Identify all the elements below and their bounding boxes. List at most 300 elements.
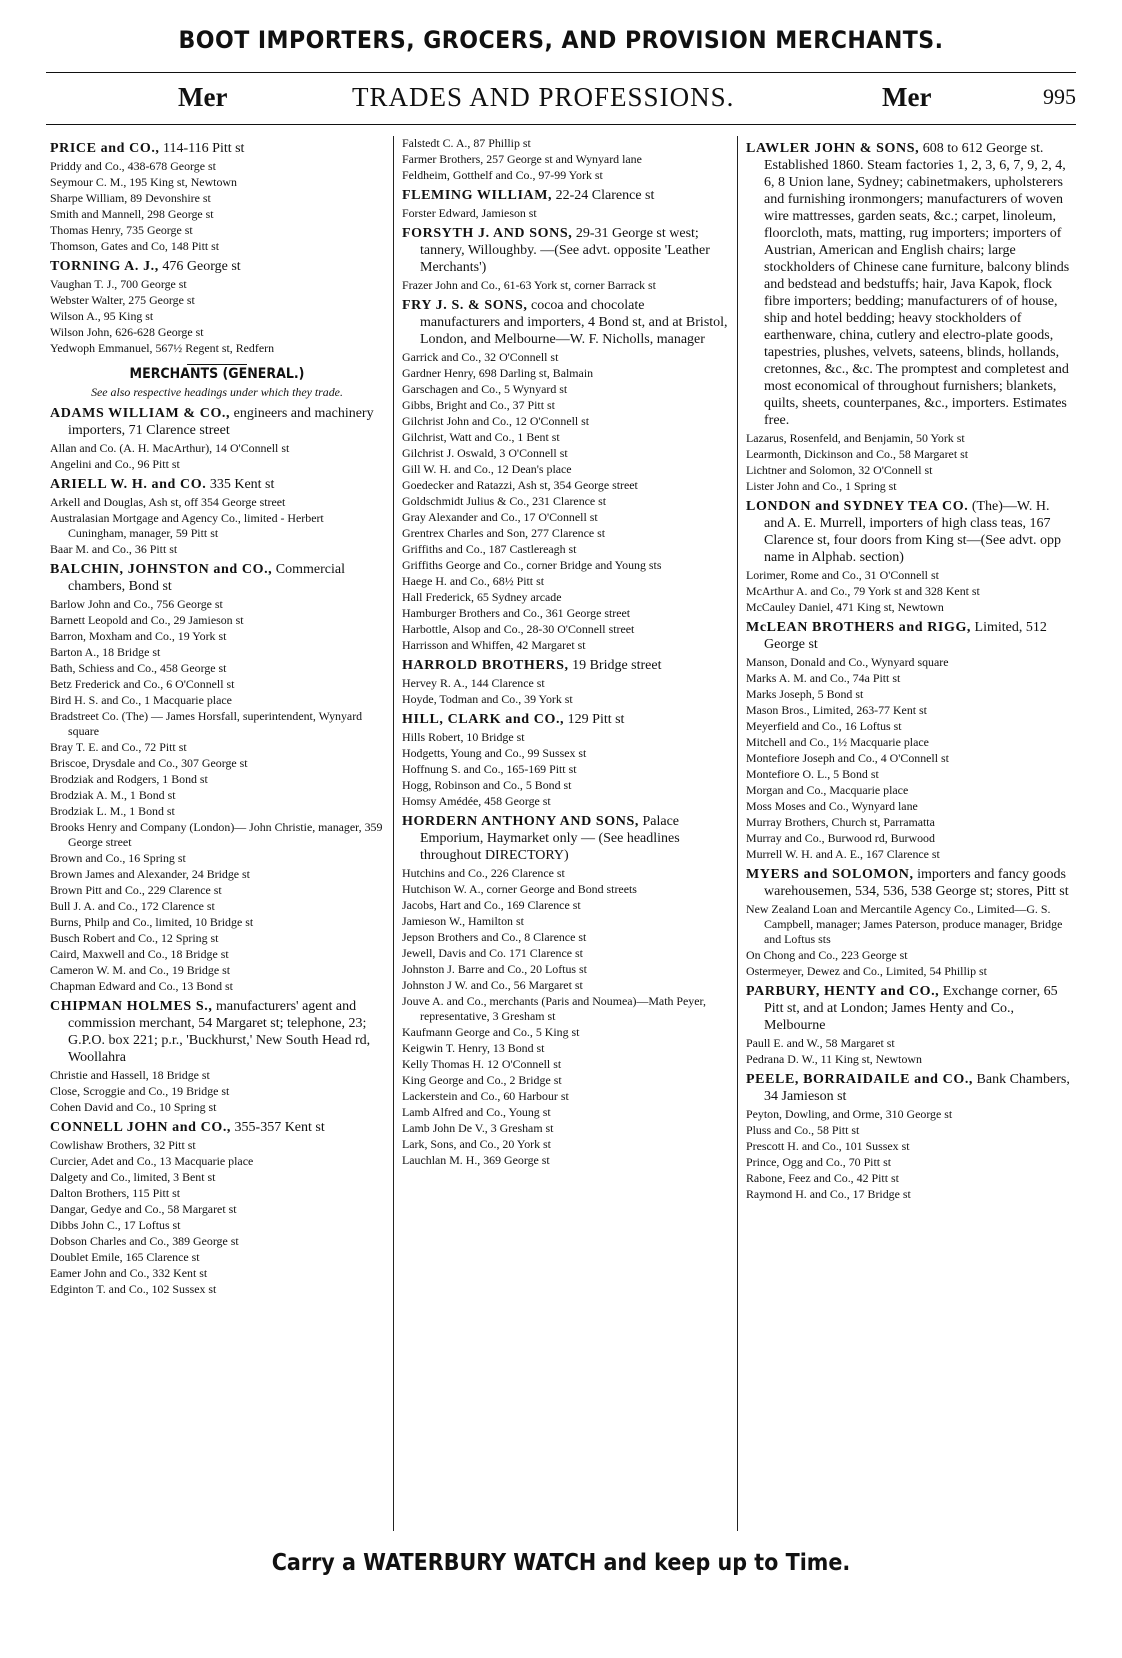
column-3: [746, 136, 1072, 1531]
directory-entry: [50, 804, 384, 819]
directory-entry: [746, 767, 1072, 782]
entry-detail: Barnett Leopold and Co., 29 Jamieson st: [50, 613, 244, 627]
entry-name: FORSYTH J. AND SONS,: [402, 226, 573, 241]
directory-entry: [50, 772, 384, 787]
directory-entry: [746, 751, 1072, 766]
directory-entry: [50, 899, 384, 914]
entry-detail: Gray Alexander and Co., 17 O'Connell st: [402, 510, 598, 524]
directory-entry: [746, 619, 1072, 653]
entry-name: McLEAN BROTHERS and RIGG,: [746, 620, 972, 635]
directory-entry: [402, 692, 728, 707]
entry-name: PRICE and CO.,: [50, 141, 160, 156]
entry-detail: Bull J. A. and Co., 172 Clarence st: [50, 899, 215, 913]
directory-entry: [50, 740, 384, 755]
page-header: [46, 82, 1076, 116]
entry-detail: Brodziak L. M., 1 Bond st: [50, 804, 175, 818]
column-divider: [393, 136, 394, 1531]
entry-detail: Griffiths George and Co., corner Bridge and Young sts: [402, 558, 662, 572]
directory-entry: [402, 866, 728, 881]
entry-detail: 29-31 George st west; tannery, Willoughby. —(See advt. opposite 'Leather Merchants'): [420, 226, 710, 275]
header-top-rule: [46, 72, 1076, 73]
directory-entry: [402, 1137, 728, 1152]
entry-detail: New Zealand Loan and Mercantile Agency Co., Limited—G. S. Campbell, manager; James Paterson, produce manager, Bridge and Loftus sts: [746, 902, 1063, 946]
entry-detail: Baar M. and Co., 36 Pitt st: [50, 542, 178, 556]
directory-entry: [402, 510, 728, 525]
entry-detail: Hogg, Robinson and Co., 5 Bond st: [402, 778, 572, 792]
entry-detail: Murray Brothers, Church st, Parramatta: [746, 815, 935, 829]
directory-entry: [50, 597, 384, 612]
directory-entry: [746, 831, 1072, 846]
directory-entry: [402, 622, 728, 637]
entry-detail: Cowlishaw Brothers, 32 Pitt st: [50, 1138, 196, 1152]
entry-detail: Arkell and Douglas, Ash st, off 354 George street: [50, 495, 286, 509]
directory-entry: [50, 709, 384, 739]
entry-detail: Kelly Thomas H. 12 O'Connell st: [402, 1057, 562, 1071]
directory-entry: [402, 1105, 728, 1120]
directory-entry: [402, 1041, 728, 1056]
directory-entry: [402, 168, 728, 183]
directory-entry: [402, 366, 728, 381]
entry-detail: Raymond H. and Co., 17 Bridge st: [746, 1187, 911, 1201]
directory-entry: [746, 735, 1072, 750]
directory-entry: [50, 645, 384, 660]
directory-entry: [402, 962, 728, 977]
directory-entry: [50, 1250, 384, 1265]
footer-advert: Carry a WATERBURY WATCH and keep up to Time.: [271, 1550, 851, 1576]
entry-detail: Brown James and Alexander, 24 Bridge st: [50, 867, 250, 881]
directory-entry: [402, 898, 728, 913]
directory-entry: [746, 1123, 1072, 1138]
directory-entry: [50, 542, 384, 557]
directory-entry: [402, 297, 728, 348]
entry-name: PEELE, BORRAIDAILE and CO.,: [746, 1072, 974, 1087]
entry-name: CONNELL JOHN and CO.,: [50, 1120, 232, 1135]
entry-detail: Seymour C. M., 195 King st, Newtown: [50, 175, 237, 189]
directory-entry: [50, 661, 384, 676]
entry-detail: Cohen David and Co., 10 Spring st: [50, 1100, 217, 1114]
entry-detail: Prescott H. and Co., 101 Sussex st: [746, 1139, 910, 1153]
directory-entry: [746, 1187, 1072, 1202]
entry-detail: importers and fancy goods warehousemen, 534, 536, 538 George st; stores, Pitt st: [764, 867, 1069, 899]
entry-name: ARIELL W. H. and CO.: [50, 477, 207, 492]
entry-detail: Limited, 512 George st: [764, 620, 1047, 652]
entry-detail: Bradstreet Co. (The) — James Horsfall, superintendent, Wynyard square: [50, 709, 363, 738]
entry-detail: Priddy and Co., 438-678 George st: [50, 159, 216, 173]
directory-entry: [50, 1100, 384, 1115]
directory-entry: [746, 671, 1072, 686]
directory-entry: [402, 1121, 728, 1136]
directory-entry: [402, 711, 728, 728]
directory-entry: [746, 498, 1072, 566]
entry-detail: Hutchison W. A., corner George and Bond streets: [402, 882, 637, 896]
entry-detail: Keigwin T. Henry, 13 Bond st: [402, 1041, 545, 1055]
entry-detail: Wilson John, 626-628 George st: [50, 325, 204, 339]
entry-name: HILL, CLARK and CO.,: [402, 712, 565, 727]
directory-entry: [402, 478, 728, 493]
directory-entry: [746, 447, 1072, 462]
directory-entry: [50, 441, 384, 456]
entry-detail: Marks Joseph, 5 Bond st: [746, 687, 864, 701]
entry-detail: Sharpe William, 89 Devonshire st: [50, 191, 211, 205]
entry-detail: Montefiore O. L., 5 Bond st: [746, 767, 879, 781]
directory-entry: [402, 794, 728, 809]
entry-detail: McArthur A. and Co., 79 York st and 328 Kent st: [746, 584, 980, 598]
entry-name: CHIPMAN HOLMES S.,: [50, 999, 213, 1014]
header-bottom-rule: [46, 124, 1076, 125]
directory-entry: [402, 1073, 728, 1088]
entry-detail: Palace Emporium, Haymarket only — (See headlines throughout DIRECTORY): [420, 814, 680, 863]
entry-detail: Mitchell and Co., 1½ Macquarie place: [746, 735, 929, 749]
directory-entry: [50, 1266, 384, 1281]
entry-detail: Dangar, Gedye and Co., 58 Margaret st: [50, 1202, 237, 1216]
directory-entry: [402, 676, 728, 691]
entry-detail: manufacturers' agent and commission merchant, 54 Margaret st; telephone, 23; G.P.O. box 221; p.r., 'Buckhurst,' New South Head rd, Woollahra: [68, 999, 371, 1065]
directory-entry: [746, 687, 1072, 702]
directory-entry: [50, 511, 384, 541]
directory-entry: [746, 847, 1072, 862]
entry-detail: Hutchins and Co., 226 Clarence st: [402, 866, 565, 880]
entry-detail: Caird, Maxwell and Co., 18 Bridge st: [50, 947, 229, 961]
entry-detail: Bank Chambers, 34 Jamieson st: [764, 1072, 1070, 1104]
directory-entry: [746, 948, 1072, 963]
entry-detail: Gilchrist John and Co., 12 O'Connell st: [402, 414, 590, 428]
entry-detail: Marks A. M. and Co., 74a Pitt st: [746, 671, 901, 685]
directory-entry: [402, 914, 728, 929]
entry-detail: Feldheim, Gotthelf and Co., 97-99 York st: [402, 168, 603, 182]
entry-detail: Cameron W. M. and Co., 19 Bridge st: [50, 963, 231, 977]
entry-detail: Garschagen and Co., 5 Wynyard st: [402, 382, 568, 396]
entry-detail: Curcier, Adet and Co., 13 Macquarie place: [50, 1154, 254, 1168]
directory-entry: [50, 476, 384, 493]
entry-detail: Johnston J. Barre and Co., 20 Loftus st: [402, 962, 587, 976]
directory-entry: [402, 778, 728, 793]
directory-entry: [50, 883, 384, 898]
entry-detail: Wilson A., 95 King st: [50, 309, 154, 323]
directory-entry: [402, 558, 728, 573]
entry-detail: Lorimer, Rome and Co., 31 O'Connell st: [746, 568, 939, 582]
entry-name: LAWLER JOHN & SONS,: [746, 141, 920, 156]
directory-entry: [402, 1089, 728, 1104]
directory-entry: [746, 479, 1072, 494]
directory-entry: [402, 1025, 728, 1040]
entry-detail: Dalgety and Co., limited, 3 Bent st: [50, 1170, 216, 1184]
entry-detail: Dalton Brothers, 115 Pitt st: [50, 1186, 181, 1200]
column-1: [50, 136, 384, 1531]
entry-detail: Brooks Henry and Company (London)— John Christie, manager, 359 George street: [50, 820, 383, 849]
entry-detail: Johnston J W. and Co., 56 Margaret st: [402, 978, 583, 992]
entry-detail: cocoa and chocolate manufacturers and importers, 4 Bond st, and at Bristol, London, and Melbourne—W. F. Nicholls, manager: [420, 298, 728, 347]
directory-entry: [402, 1057, 728, 1072]
section-heading: MERCHANTS (GENERAL.): [129, 366, 305, 382]
entry-detail: Grentrex Charles and Son, 277 Clarence st: [402, 526, 606, 540]
entry-detail: Barton A., 18 Bridge st: [50, 645, 161, 659]
right-guide-word: Mer: [882, 82, 932, 112]
entry-detail: Smith and Mannell, 298 George st: [50, 207, 214, 221]
directory-entry: [50, 405, 384, 439]
entry-detail: Ostermeyer, Dewez and Co., Limited, 54 Phillip st: [746, 964, 987, 978]
directory-entry: [50, 1068, 384, 1083]
directory-entry: [50, 1218, 384, 1233]
entry-detail: Barlow John and Co., 756 George st: [50, 597, 223, 611]
entry-detail: Briscoe, Drysdale and Co., 307 George st: [50, 756, 248, 770]
entry-detail: Hodgetts, Young and Co., 99 Sussex st: [402, 746, 587, 760]
directory-entry: [50, 629, 384, 644]
directory-entry: [402, 430, 728, 445]
directory-entry: [402, 350, 728, 365]
directory-entry: [50, 677, 384, 692]
directory-entry: [50, 693, 384, 708]
directory-entry: [402, 882, 728, 897]
directory-entry: [746, 799, 1072, 814]
entry-detail: Doublet Emile, 165 Clarence st: [50, 1250, 200, 1264]
entry-detail: Brodziak A. M., 1 Bond st: [50, 788, 176, 802]
entry-detail: Murrell W. H. and A. E., 167 Clarence st: [746, 847, 940, 861]
entry-detail: Murray and Co., Burwood rd, Burwood: [746, 831, 935, 845]
entry-detail: Paull E. and W., 58 Margaret st: [746, 1036, 895, 1050]
directory-columns: [46, 136, 1076, 1531]
directory-entry: [402, 762, 728, 777]
directory-entry: [402, 657, 728, 674]
directory-entry: [746, 983, 1072, 1034]
entry-detail: Dobson Charles and Co., 389 George st: [50, 1234, 239, 1248]
entry-detail: Jamieson W., Hamilton st: [402, 914, 524, 928]
entry-detail: Homsy Amédée, 458 George st: [402, 794, 551, 808]
entry-detail: Allan and Co. (A. H. MacArthur), 14 O'Connell st: [50, 441, 290, 455]
entry-name: BALCHIN, JOHNSTON and CO.,: [50, 562, 273, 577]
directory-entry: [402, 638, 728, 653]
entry-detail: Lackerstein and Co., 60 Harbour st: [402, 1089, 569, 1103]
entry-name: ADAMS WILLIAM & CO.,: [50, 406, 231, 421]
directory-entry: [746, 1071, 1072, 1105]
directory-entry: [50, 613, 384, 628]
directory-entry: [50, 223, 384, 238]
entry-name: MYERS and SOLOMON,: [746, 867, 914, 882]
directory-entry: [402, 278, 728, 293]
directory-entry: [402, 730, 728, 745]
directory-entry: [50, 1084, 384, 1099]
entry-detail: Hervey R. A., 144 Clarence st: [402, 676, 545, 690]
directory-entry: [402, 494, 728, 509]
directory-entry: [50, 820, 384, 850]
entry-detail: Hamburger Brothers and Co., 361 George street: [402, 606, 631, 620]
section-note: See also respective headings under which they trade.: [91, 385, 343, 399]
directory-entry: [402, 398, 728, 413]
entry-detail: Barron, Moxham and Co., 19 York st: [50, 629, 227, 643]
entry-detail: Betz Frederick and Co., 6 O'Connell st: [50, 677, 235, 691]
directory-entry: [50, 239, 384, 254]
directory-entry: [402, 136, 728, 151]
directory-entry: [402, 462, 728, 477]
directory-entry: [746, 902, 1072, 947]
entry-name: HORDERN ANTHONY AND SONS,: [402, 814, 639, 829]
entry-detail: Griffiths and Co., 187 Castlereagh st: [402, 542, 577, 556]
directory-entry: [50, 1234, 384, 1249]
entry-detail: Gill W. H. and Co., 12 Dean's place: [402, 462, 572, 476]
entry-detail: Brodziak and Rodgers, 1 Bond st: [50, 772, 208, 786]
entry-detail: Bath, Schiess and Co., 458 George st: [50, 661, 227, 675]
directory-entry: [50, 998, 384, 1066]
entry-detail: Learmonth, Dickinson and Co., 58 Margaret st: [746, 447, 969, 461]
entry-detail: Pedrana D. W., 11 King st, Newtown: [746, 1052, 922, 1066]
directory-entry: [50, 851, 384, 866]
directory-entry: [50, 756, 384, 771]
directory-entry: [50, 207, 384, 222]
directory-entry: [50, 159, 384, 174]
entry-detail: Lazarus, Rosenfeld, and Benjamin, 50 York st: [746, 431, 965, 445]
entry-detail: Jacobs, Hart and Co., 169 Clarence st: [402, 898, 581, 912]
column-divider: [737, 136, 738, 1531]
directory-entry: [402, 590, 728, 605]
entry-detail: 22-24 Clarence st: [552, 188, 655, 203]
left-guide-word: Mer: [178, 82, 228, 112]
directory-entry: [50, 140, 384, 157]
directory-entry: [746, 815, 1072, 830]
entry-detail: King George and Co., 2 Bridge st: [402, 1073, 562, 1087]
entry-detail: (The)—W. H. and A. E. Murrell, importers of high class teas, 167 Clarence st, four doors from King st—(See advt. opp name in Alphab. section): [764, 499, 1062, 565]
entry-detail: On Chong and Co., 223 George st: [746, 948, 908, 962]
entry-detail: Rabone, Feez and Co., 42 Pitt st: [746, 1171, 899, 1185]
directory-entry: [50, 1202, 384, 1217]
directory-entry: [746, 964, 1072, 979]
entry-detail: Prince, Ogg and Co., 70 Pitt st: [746, 1155, 891, 1169]
entry-detail: Brown and Co., 16 Spring st: [50, 851, 186, 865]
entry-detail: Kaufmann George and Co., 5 King st: [402, 1025, 580, 1039]
entry-detail: 114-116 Pitt st: [159, 141, 245, 156]
entry-detail: Jepson Brothers and Co., 8 Clarence st: [402, 930, 587, 944]
directory-entry: [746, 866, 1072, 900]
page-number: 995: [1043, 84, 1076, 109]
directory-entry: [746, 1052, 1072, 1067]
directory-entry: [402, 542, 728, 557]
directory-entry: [402, 187, 728, 204]
entry-detail: Lark, Sons, and Co., 20 York st: [402, 1137, 551, 1151]
directory-entry: [50, 1119, 384, 1136]
directory-entry: [402, 746, 728, 761]
directory-entry: [50, 341, 384, 356]
directory-entry: [402, 526, 728, 541]
entry-detail: 355-357 Kent st: [231, 1120, 325, 1135]
directory-entry: [746, 431, 1072, 446]
entry-detail: Gardner Henry, 698 Darling st, Balmain: [402, 366, 594, 380]
directory-entry: [746, 568, 1072, 583]
entry-detail: Edginton T. and Co., 102 Sussex st: [50, 1282, 217, 1296]
entry-detail: Goedecker and Ratazzi, Ash st, 354 George street: [402, 478, 638, 492]
directory-entry: [402, 382, 728, 397]
entry-name: TORNING A. J.,: [50, 259, 159, 274]
entry-detail: Peyton, Dowling, and Orme, 310 George st: [746, 1107, 953, 1121]
directory-entry: [50, 1282, 384, 1297]
entry-detail: Hoffnung S. and Co., 165-169 Pitt st: [402, 762, 577, 776]
entry-detail: Commercial chambers, Bond st: [68, 562, 345, 594]
directory-entry: [50, 561, 384, 595]
entry-detail: Christie and Hassell, 18 Bridge st: [50, 1068, 210, 1082]
entry-detail: 335 Kent st: [206, 477, 275, 492]
entry-detail: Jouve A. and Co., merchants (Paris and Noumea)—Math Peyer, representative, 3 Gresham st: [402, 994, 706, 1023]
entry-detail: Vaughan T. J., 700 George st: [50, 277, 187, 291]
entry-detail: Gilchrist, Watt and Co., 1 Bent st: [402, 430, 560, 444]
directory-entry: [50, 979, 384, 994]
directory-entry: [50, 788, 384, 803]
directory-entry: [402, 225, 728, 276]
entry-detail: Angelini and Co., 96 Pitt st: [50, 457, 180, 471]
entry-detail: Pluss and Co., 58 Pitt st: [746, 1123, 860, 1137]
entry-detail: Lichtner and Solomon, 32 O'Connell st: [746, 463, 933, 477]
entry-detail: Harrisson and Whiffen, 42 Margaret st: [402, 638, 586, 652]
entry-detail: Mason Bros., Limited, 263-77 Kent st: [746, 703, 927, 717]
entry-detail: Hills Robert, 10 Bridge st: [402, 730, 525, 744]
directory-entry: [746, 719, 1072, 734]
directory-entry: [402, 574, 728, 589]
directory-entry: [746, 1155, 1072, 1170]
directory-entry: [50, 325, 384, 340]
entry-detail: Meyerfield and Co., 16 Loftus st: [746, 719, 902, 733]
top-banner: BOOT IMPORTERS, GROCERS, AND PROVISION MERCHANTS.: [178, 26, 944, 54]
entry-detail: Exchange corner, 65 Pitt st, and at London; James Henty and Co., Melbourne: [764, 984, 1058, 1033]
directory-entry: [746, 1107, 1072, 1122]
directory-entry: [746, 584, 1072, 599]
directory-entry: [746, 783, 1072, 798]
directory-entry: [50, 293, 384, 308]
entry-detail: Gilchrist J. Oswald, 3 O'Connell st: [402, 446, 568, 460]
entry-name: HARROLD BROTHERS,: [402, 658, 569, 673]
directory-entry: [50, 495, 384, 510]
entry-detail: Lamb Alfred and Co., Young st: [402, 1105, 551, 1119]
directory-entry: [50, 947, 384, 962]
directory-entry: [746, 463, 1072, 478]
directory-entry: [50, 915, 384, 930]
entry-detail: Lauchlan M. H., 369 George st: [402, 1153, 550, 1167]
entry-detail: Thomson, Gates and Co, 148 Pitt st: [50, 239, 220, 253]
directory-entry: [50, 1170, 384, 1185]
directory-entry: [402, 606, 728, 621]
entry-name: LONDON and SYDNEY TEA CO.: [746, 499, 969, 514]
entry-detail: Burns, Philp and Co., limited, 10 Bridge st: [50, 915, 254, 929]
entry-detail: Hoyde, Todman and Co., 39 York st: [402, 692, 573, 706]
entry-detail: Forster Edward, Jamieson st: [402, 206, 537, 220]
directory-entry: [402, 994, 728, 1024]
directory-entry: [50, 258, 384, 275]
directory-entry: [50, 963, 384, 978]
entry-detail: 608 to 612 George st. Established 1860. Steam factories 1, 2, 3, 6, 7, 9, 2, 4, 6, 8 Union lane, Sydney; cabinetmakers, upholsterers and furnishing ironmongers; manufacturers of woven wire mattresses, garden seats, &c.; carpet, linoleum, floorcloth, mats, matting, rug importers; importers of Austrian, American and English chairs; large stockholders of Chinese cane furniture, balcony blinds and bedstead and bedstuffs; hair, Java Kapok, flock fibre importers; bedding; manufacturers of of house, ship and hotel bedding; heavy stockholders of earthenware, china, cutlery and electro-plate goods, tapestries, plushes, velvets, sateens, blinds, hollands, cretonnes, &c., &c. The promptest and completest and most economical of throughout furnishers; blankets, quilts, sheets, counterpanes, &c., importers. Estimates free.: [764, 141, 1070, 428]
entry-detail: Farmer Brothers, 257 George st and Wynyard lane: [402, 152, 642, 166]
entry-detail: Australasian Mortgage and Agency Co., limited - Herbert Cuningham, manager, 59 Pitt st: [50, 511, 324, 540]
directory-entry: [402, 930, 728, 945]
directory-entry: [746, 140, 1072, 429]
entry-detail: McCauley Daniel, 471 King st, Newtown: [746, 600, 944, 614]
entry-detail: Chapman Edward and Co., 13 Bond st: [50, 979, 233, 993]
directory-entry: [746, 703, 1072, 718]
directory-entry: [50, 309, 384, 324]
directory-entry: [50, 1154, 384, 1169]
directory-entry: [402, 946, 728, 961]
directory-entry: [402, 206, 728, 221]
entry-detail: Jewell, Davis and Co. 171 Clarence st: [402, 946, 583, 960]
entry-detail: Lister John and Co., 1 Spring st: [746, 479, 897, 493]
directory-entry: [402, 978, 728, 993]
entry-name: FRY J. S. & SONS,: [402, 298, 528, 313]
entry-detail: 476 George st: [158, 259, 241, 274]
directory-entry: [50, 1138, 384, 1153]
entry-detail: Busch Robert and Co., 12 Spring st: [50, 931, 219, 945]
entry-detail: 19 Bridge street: [568, 658, 662, 673]
entry-detail: Lamb John De V., 3 Gresham st: [402, 1121, 554, 1135]
directory-entry: [402, 1153, 728, 1168]
directory-entry: [746, 655, 1072, 670]
entry-name: FLEMING WILLIAM,: [402, 188, 553, 203]
directory-entry: [50, 457, 384, 472]
entry-detail: Manson, Donald and Co., Wynyard square: [746, 655, 949, 669]
directory-entry: [50, 867, 384, 882]
